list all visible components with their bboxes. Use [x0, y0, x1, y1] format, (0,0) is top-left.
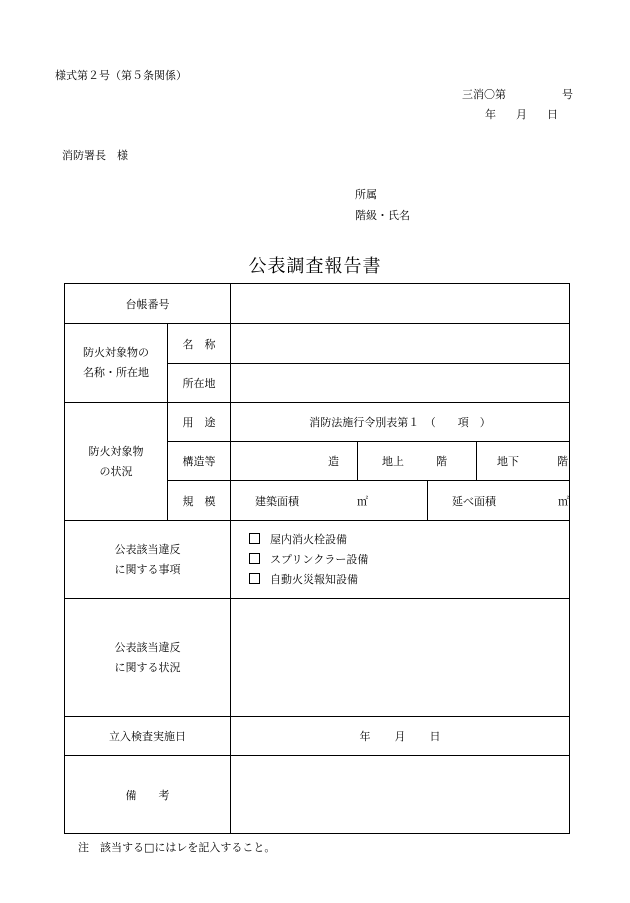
structure-field[interactable]: 造: [328, 455, 339, 468]
remarks-label: 備 考: [65, 756, 231, 834]
report-form-table: [64, 283, 570, 834]
rank-name-label: 階級・氏名: [355, 209, 410, 222]
name-field[interactable]: [231, 324, 570, 364]
structure-label: 構造等: [168, 442, 231, 481]
addressee: 消防署長 様: [62, 149, 128, 162]
violation-matter-label: 公表該当違反 に関する事項: [65, 521, 231, 599]
ledger-number-field[interactable]: [231, 284, 570, 324]
use-label: 用 途: [168, 403, 231, 442]
above-ground-field[interactable]: 地上 階: [358, 442, 477, 480]
object-status-label: 防火対象物 の状況: [65, 403, 168, 521]
scale-label: 規 模: [168, 481, 231, 521]
total-floor-area-field[interactable]: 延べ面積 ㎡: [428, 481, 570, 520]
doc-number-suffix: 号: [562, 88, 573, 101]
inspection-date-label: 立入検査実施日: [65, 717, 231, 756]
footnote: 注 該当する□にはレを記入すること。: [78, 841, 276, 854]
name-label: 名 称: [168, 324, 231, 364]
structure-row: [231, 442, 570, 481]
checkbox[interactable]: [249, 533, 260, 544]
checkbox-item[interactable]: スプリンクラー設備: [249, 550, 569, 570]
ledger-number-label: 台帳番号: [65, 284, 231, 324]
date-day: 日: [547, 108, 558, 121]
form-number: 様式第２号（第５条関係）: [55, 69, 187, 82]
violation-checklist: [231, 521, 570, 599]
page-title: 公表調査報告書: [248, 256, 382, 277]
use-value[interactable]: 消防法施行令別表第１ （ 項 ）: [231, 403, 570, 442]
checkbox[interactable]: [249, 553, 260, 564]
scale-row: [231, 481, 570, 521]
remarks-field[interactable]: [231, 756, 570, 834]
building-area-field[interactable]: 建築面積 ㎡: [255, 494, 368, 508]
checkbox[interactable]: [249, 573, 260, 584]
location-label: 所在地: [168, 364, 231, 403]
violation-status-label: 公表該当違反 に関する状況: [65, 599, 231, 717]
below-ground-field[interactable]: 地下 階: [477, 442, 570, 480]
violation-status-field[interactable]: [231, 599, 570, 717]
date-month: 月: [516, 108, 527, 121]
inspection-date-field[interactable]: 年 月 日: [231, 717, 570, 756]
document-date: [485, 106, 558, 122]
location-field[interactable]: [231, 364, 570, 403]
document-number: [462, 86, 573, 102]
checkbox-item[interactable]: 屋内消火栓設備: [249, 530, 569, 550]
date-year: 年: [485, 108, 496, 121]
object-name-location-label: 防火対象物の 名称・所在地: [65, 324, 168, 403]
doc-number-prefix: 三消〇第: [462, 88, 506, 101]
checkbox-item[interactable]: 自動火災報知設備: [249, 570, 569, 590]
affiliation-label: 所属: [355, 188, 377, 201]
